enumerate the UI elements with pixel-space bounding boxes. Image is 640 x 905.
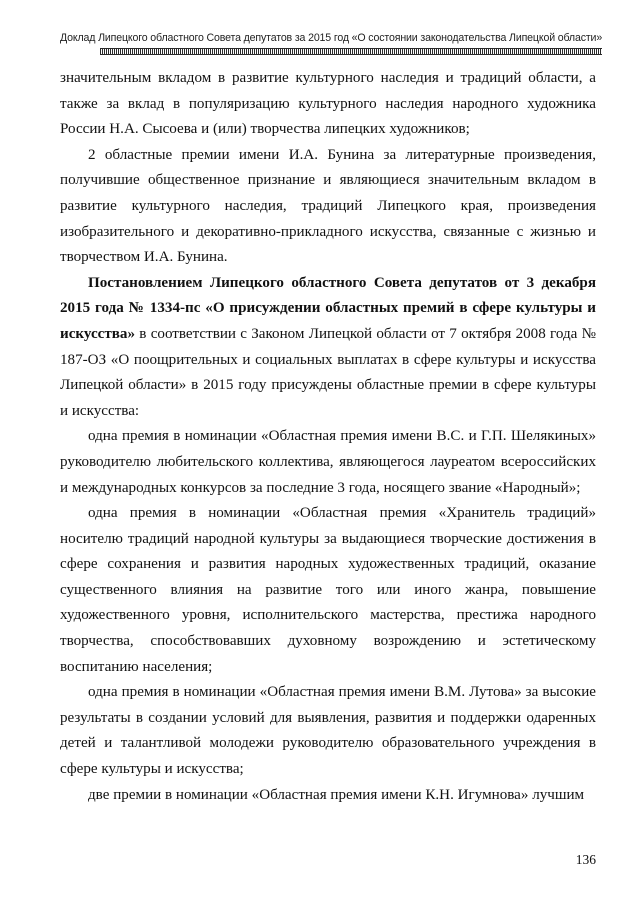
paragraph-traditions-prize: одна премия в номинации «Областная премия «Хранитель традиций» носителю традиций народной культуры за выдающиеся творческие достижения в сфере сохранения и развития народных художественных традиций, оказание существенного влияния на развитие того или иного жанра, повышение художественного уровня, исполнительского мастерства, престижа народного творчества, способствовавших духовному возрождению и эстетическому воспитанию населения;: [60, 505, 596, 675]
running-header-title: Доклад Липецкого областного Совета депутатов за 2015 год «О состоянии законодательства Липецкой области»: [60, 32, 603, 44]
resolution-title: Постановлением Липецкого областного Совета депутатов от 3 декабря 2015 года № 1334-пс «О присуждении областных премий в сфере культуры и искусства»: [60, 274, 596, 342]
header-rule: [100, 48, 602, 55]
document-body: [60, 66, 596, 808]
paragraph-bunin-prize: 2 областные премии имени И.А. Бунина за литературные произведения, получившие общественное признание и являющиеся значительным вкладом в развитие культурного наследия, традиций Липецкого края, произведения изобразительного и декоративно-прикладного искусства, связанные с жизнью и творчеством И.А. Бунина.: [60, 146, 596, 266]
resolution-text: в соответствии с Законом Липецкой области от 7 октября 2008 года № 187-ОЗ «О поощрительных и социальных выплатах в сфере культуры и искусства Липецкой области» в 2015 году присуждены областные премии в сфере культуры и искусства:: [60, 325, 596, 419]
page-header: [60, 32, 602, 56]
paragraph-igumnov-prize: две премии в номинации «Областная премия имени К.Н. Игумнова» лучшим: [88, 786, 585, 803]
paragraph-shelyakin-prize: одна премия в номинации «Областная премия имени В.С. и Г.П. Шелякиных» руководителю любительского коллектива, являющегося лауреатом всероссийских и международных конкурсов за последние 3 года, носящего звание «Народный»;: [60, 428, 596, 496]
paragraph-continuation: значительным вкладом в развитие культурного наследия и традиций области, а также за вклад в популяризацию культурного наследия народного художника России Н.А. Сысоева и (или) творчества липецких художников;: [60, 70, 596, 138]
paragraph-lutov-prize: одна премия в номинации «Областная премия имени В.М. Лутова» за высокие результаты в создании условий для выявления, развития и поддержки одаренных детей и талантливой молодежи руководителю образовательного учреждения в сфере культуры и искусства;: [60, 684, 596, 778]
page-number: 136: [575, 852, 596, 867]
paragraph-resolution: [60, 271, 596, 425]
